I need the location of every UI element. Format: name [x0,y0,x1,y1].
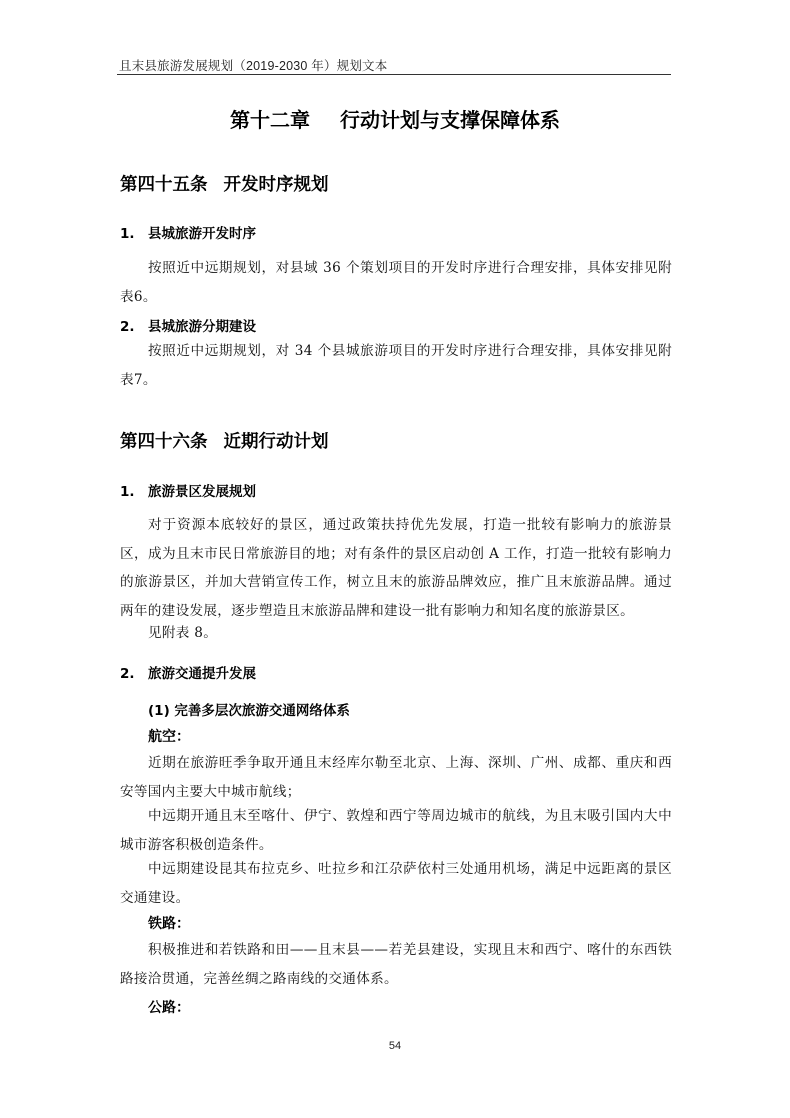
section-45-1-title: 县城旅游开发时序 [148,226,256,242]
chapter-number: 第十二章 [230,108,310,132]
section-46-1-heading [120,480,256,500]
chapter-title [117,104,673,133]
section-45-2-title: 县城旅游分期建设 [148,319,256,335]
section-45-1-text: 按照近中远期规划，对县域 36 个策划项目的开发时序进行合理安排，具体安排见附表6。 [120,260,672,305]
section-46-2-title: 旅游交通提升发展 [148,666,256,682]
air-paragraph-1: 近期在旅游旺季争取开通且末经库尔勒至北京、上海、深圳、广州、成都、重庆和西安等国内主要大中城市航线； [120,755,672,800]
section-45-2-text: 按照近中远期规划，对 34 个县城旅游项目的开发时序进行合理安排，具体安排见附表7。 [120,343,672,388]
section-46-1-note: 见附表 8。 [148,625,218,641]
section-45-1-number: 1. [120,226,135,242]
section-45-1-heading [120,222,256,242]
article-45-title: 开发时序规划 [223,175,329,195]
section-46-1-number: 1. [120,484,135,500]
rail-paragraph-1: 积极推进和若铁路和田——且末县——若羌县建设，实现且末和西宁、喀什的东西铁路接洽贯通，完善丝绸之路南线的交通体系。 [120,942,672,987]
section-45-2-number: 2. [120,319,135,335]
article-45-heading [120,171,329,196]
article-46-number: 第四十六条 [120,432,208,452]
section-46-1-title: 旅游景区发展规划 [148,484,256,500]
rail-label: 铁路： [148,916,190,932]
section-46-1-text: 对于资源本底较好的景区，通过政策扶持优先发展，打造一批较有影响力的旅游景区，成为且末市民日常旅游目的地；对有条件的景区启动创 A 工作，打造一批较有影响力的旅游景区，并加大营销宣传工作，树立且末的旅游品牌效应，推广且末旅游品牌。通过两年的建设发展，逐步塑造且末旅游品牌和建设一批有影响力和知名度的旅游景区。 [120,517,672,619]
chapter-name: 行动计划与支撑保障体系 [340,108,560,132]
page-number: 54 [388,1040,402,1052]
air-paragraph-2: 中远期开通且末至喀什、伊宁、敦煌和西宁等周边城市的航线，为且末吸引国内大中城市游客积极创造条件。 [120,808,672,853]
air-paragraph-3: 中远期建设昆其布拉克乡、吐拉乡和江尕萨依村三处通用机场，满足中远距离的景区交通建设。 [120,861,672,906]
subsection-transport-network-title: (1) 完善多层次旅游交通网络体系 [148,703,350,719]
air-label: 航空： [148,729,190,745]
section-45-2-heading [120,315,256,335]
road-label: 公路： [148,1000,190,1016]
article-45-number: 第四十五条 [120,175,208,195]
article-46-heading [120,428,329,453]
header-rule [117,74,671,75]
section-46-2-number: 2. [120,666,135,682]
article-46-title: 近期行动计划 [223,432,329,452]
running-header: 且末县旅游发展规划（2019-2030 年）规划文本 [119,59,388,73]
section-46-2-heading [120,662,256,682]
